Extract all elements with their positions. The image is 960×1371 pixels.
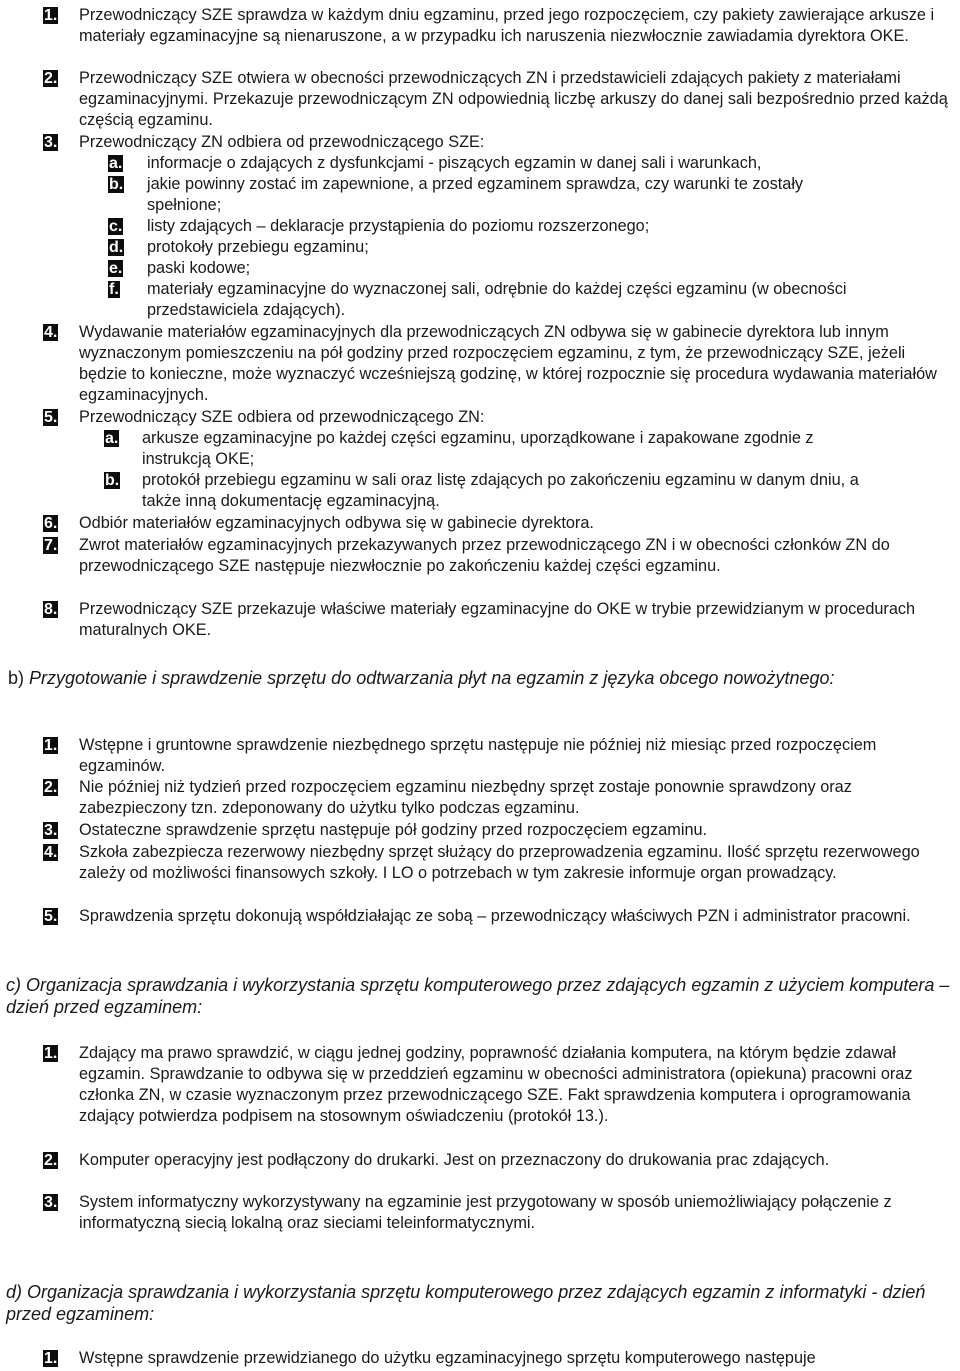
item-number: 6.	[44, 515, 58, 532]
sub-item	[108, 258, 918, 279]
item-text: Przewodniczący ZN odbiera od przewodniczącego SZE:	[79, 133, 485, 151]
list-item	[40, 1043, 956, 1127]
item-number: 2.	[44, 779, 58, 796]
item-text: System informatyczny wykorzystywany na egzaminie jest przygotowany w sposób uniemożliwiający połączenie z informatyczną siecią lokalną oraz sieciami teleinformatycznymi.	[79, 1193, 892, 1232]
item-number: 1.	[44, 1045, 58, 1062]
sub-item-letter: a.	[109, 155, 123, 172]
item-text: Przewodniczący SZE przekazuje właściwe materiały egzaminacyjne do OKE w trybie przewidzianym w procedurach maturalnych OKE.	[79, 600, 916, 639]
sub-item-text: protokół przebiegu egzaminu w sali oraz listę zdających po zakończeniu egzaminu w danym dniu, a także inną dokumentację egzaminacyjną.	[142, 471, 859, 510]
sub-item	[104, 428, 864, 470]
item-text: Szkoła zabezpiecza rezerwowy niezbędny sprzęt służący do przeprowadzenia egzaminu. Ilość sprzętu rezerwowego zależy od możliwości finansowych szkoły. I LO o potrzebach w tym zakresie informuje organ prowadzący.	[79, 843, 920, 882]
sub-item	[108, 279, 898, 321]
sub-item	[108, 216, 908, 237]
item-number: 2.	[44, 1152, 58, 1169]
item-number: 4.	[44, 324, 58, 341]
item-number: 7.	[44, 537, 58, 554]
section-letter: c)	[6, 975, 21, 995]
section-heading-text: Organizacja sprawdzania i wykorzystania sprzętu komputerowego przez zdających egzamin z informatyki - dzień przed egzaminem:	[6, 1282, 926, 1324]
item-text: Wstępne i gruntowne sprawdzenie niezbędnego sprzętu następuje nie później niż miesiąc przed rozpoczęciem egzaminów.	[79, 736, 877, 775]
sub-item-text: materiały egzaminacyjne do wyznaczonej sali, odrębnie do każdej części egzaminu (w obecności przedstawiciela zdających).	[147, 280, 847, 319]
item-text: Odbiór materiałów egzaminacyjnych odbywa się w gabinecie dyrektora.	[79, 514, 594, 532]
item-text: Zwrot materiałów egzaminacyjnych przekazywanych przez przewodniczącego ZN i w obecności członków ZN do przewodniczącego SZE następuje niezwłocznie po zakończeniu każdej części egzaminu.	[79, 536, 890, 575]
sub-item-text: listy zdających – deklaracje przystąpienia do poziomu rozszerzonego;	[147, 217, 650, 235]
sub-item-letter: b.	[109, 176, 124, 193]
item-number: 1.	[44, 7, 58, 24]
list-item	[40, 599, 956, 641]
sub-item-text: protokoły przebiegu egzaminu;	[147, 238, 369, 256]
item-text: Nie później niż tydzień przed rozpoczęciem egzaminu niezbędny sprzęt zostaje ponownie sprawdzony oraz zabezpieczony tzn. zdeponowany do użytku tylko podczas egzaminu.	[79, 778, 852, 817]
section-c-heading	[6, 974, 951, 1018]
sub-item-letter: e.	[109, 260, 123, 277]
sub-item-letter: b.	[105, 472, 120, 489]
list-item	[40, 1192, 956, 1234]
item-text: Komputer operacyjny jest podłączony do drukarki. Jest on przeznaczony do drukowania prac zdających.	[79, 1151, 830, 1169]
item-number: 1.	[44, 1350, 58, 1367]
list-item	[40, 132, 956, 153]
sub-item-letter: c.	[109, 218, 123, 235]
section-heading-text: Organizacja sprawdzania i wykorzystania sprzętu komputerowego przez zdających egzamin z użyciem komputera – dzień przed egzaminem:	[6, 975, 950, 1017]
section-b-heading	[8, 667, 953, 689]
item-number: 8.	[44, 601, 58, 618]
list-item	[40, 68, 956, 131]
item-text: Przewodniczący SZE odbiera od przewodniczącego ZN:	[79, 408, 485, 426]
list-item	[40, 1150, 956, 1171]
list-item	[40, 777, 956, 819]
section-d-heading	[6, 1281, 951, 1325]
sub-item	[104, 470, 864, 512]
item-text: Wydawanie materiałów egzaminacyjnych dla przewodniczących ZN odbywa się w gabinecie dyrektora lub innym wyznaczonym pomieszczeniu na pół godziny przed rozpoczęciem egzaminu, z tym, że przewodniczący SZE, jeżeli będzie to konieczne, może wyznaczyć wcześniejszą godzinę, w której rozpocznie się procedura wydawania materiałów egzaminacyjnych.	[79, 323, 937, 404]
item-number: 4.	[44, 844, 58, 861]
list-item	[40, 1348, 956, 1369]
sub-item-letter: a.	[105, 430, 119, 447]
list-item	[40, 407, 956, 428]
sub-item	[108, 237, 918, 258]
sub-item	[108, 174, 878, 216]
section-letter: b)	[8, 668, 25, 688]
sub-item-text: informacje o zdających z dysfunkcjami - piszących egzamin w danej sali i warunkach,	[147, 154, 762, 172]
item-number: 3.	[44, 822, 58, 839]
item-text: Ostateczne sprawdzenie sprzętu następuje pół godziny przed rozpoczęciem egzaminu.	[79, 821, 708, 839]
section-heading-text: Przygotowanie i sprawdzenie sprzętu do odtwarzania płyt na egzamin z języka obcego nowożytnego:	[29, 668, 835, 688]
sub-item	[108, 153, 908, 174]
item-number: 2.	[44, 70, 58, 87]
list-item	[40, 513, 956, 534]
item-text: Przewodniczący SZE sprawdza w każdym dniu egzaminu, przed jego rozpoczęciem, czy pakiety zawierające arkusze i materiały egzaminacyjne są nienaruszone, a w przypadku ich naruszenia niezwłocznie zawiadamia dyrektora OKE.	[79, 6, 935, 45]
item-number: 3.	[44, 134, 58, 151]
list-item	[40, 842, 956, 884]
list-item	[40, 535, 956, 577]
list-item	[40, 322, 956, 406]
item-text: Sprawdzenia sprzętu dokonują współdziałając ze sobą – przewodniczący właściwych PZN i administrator pracowni.	[79, 907, 911, 925]
section-letter: d)	[6, 1282, 23, 1302]
list-item	[40, 5, 956, 47]
sub-item-letter: d.	[109, 239, 124, 256]
sub-item-text: arkusze egzaminacyjne po każdej części egzaminu, uporządkowane i zapakowane zgodnie z instrukcją OKE;	[142, 429, 814, 468]
item-number: 5.	[44, 409, 58, 426]
item-number: 5.	[44, 908, 58, 925]
item-text: Wstępne sprawdzenie przewidzianego do użytku egzaminacyjnego sprzętu komputerowego następuje	[79, 1349, 816, 1367]
list-item	[40, 820, 956, 841]
sub-item-text: jakie powinny zostać im zapewnione, a przed egzaminem sprawdza, czy warunki te zostały spełnione;	[147, 175, 804, 214]
item-text: Przewodniczący SZE otwiera w obecności przewodniczących ZN i przedstawicieli zdających pakiety z materiałami egzaminacyjnymi. Przekazuje przewodniczącym ZN odpowiednią liczbę arkuszy do danej sali bezpośrednio przed każdą częścią egzaminu.	[79, 69, 948, 129]
list-item	[40, 735, 956, 777]
sub-item-letter: f.	[109, 281, 119, 298]
sub-item-text: paski kodowe;	[147, 259, 251, 277]
item-text: Zdający ma prawo sprawdzić, w ciągu jednej godziny, poprawność działania komputera, na którym będzie zdawał egzamin. Sprawdzanie to odbywa się w przeddzień egzaminu w obecności administratora (opiekuna) pracowni oraz członka ZN, w czasie wyznaczonym przez przewodniczącego SZE. Fakt sprawdzenia komputera i oprogramowania zdający potwierdza podpisem na stosownym oświadczeniu (protokół 13.).	[79, 1044, 913, 1125]
item-number: 1.	[44, 737, 58, 754]
item-number: 3.	[44, 1194, 58, 1211]
list-item	[40, 906, 956, 927]
